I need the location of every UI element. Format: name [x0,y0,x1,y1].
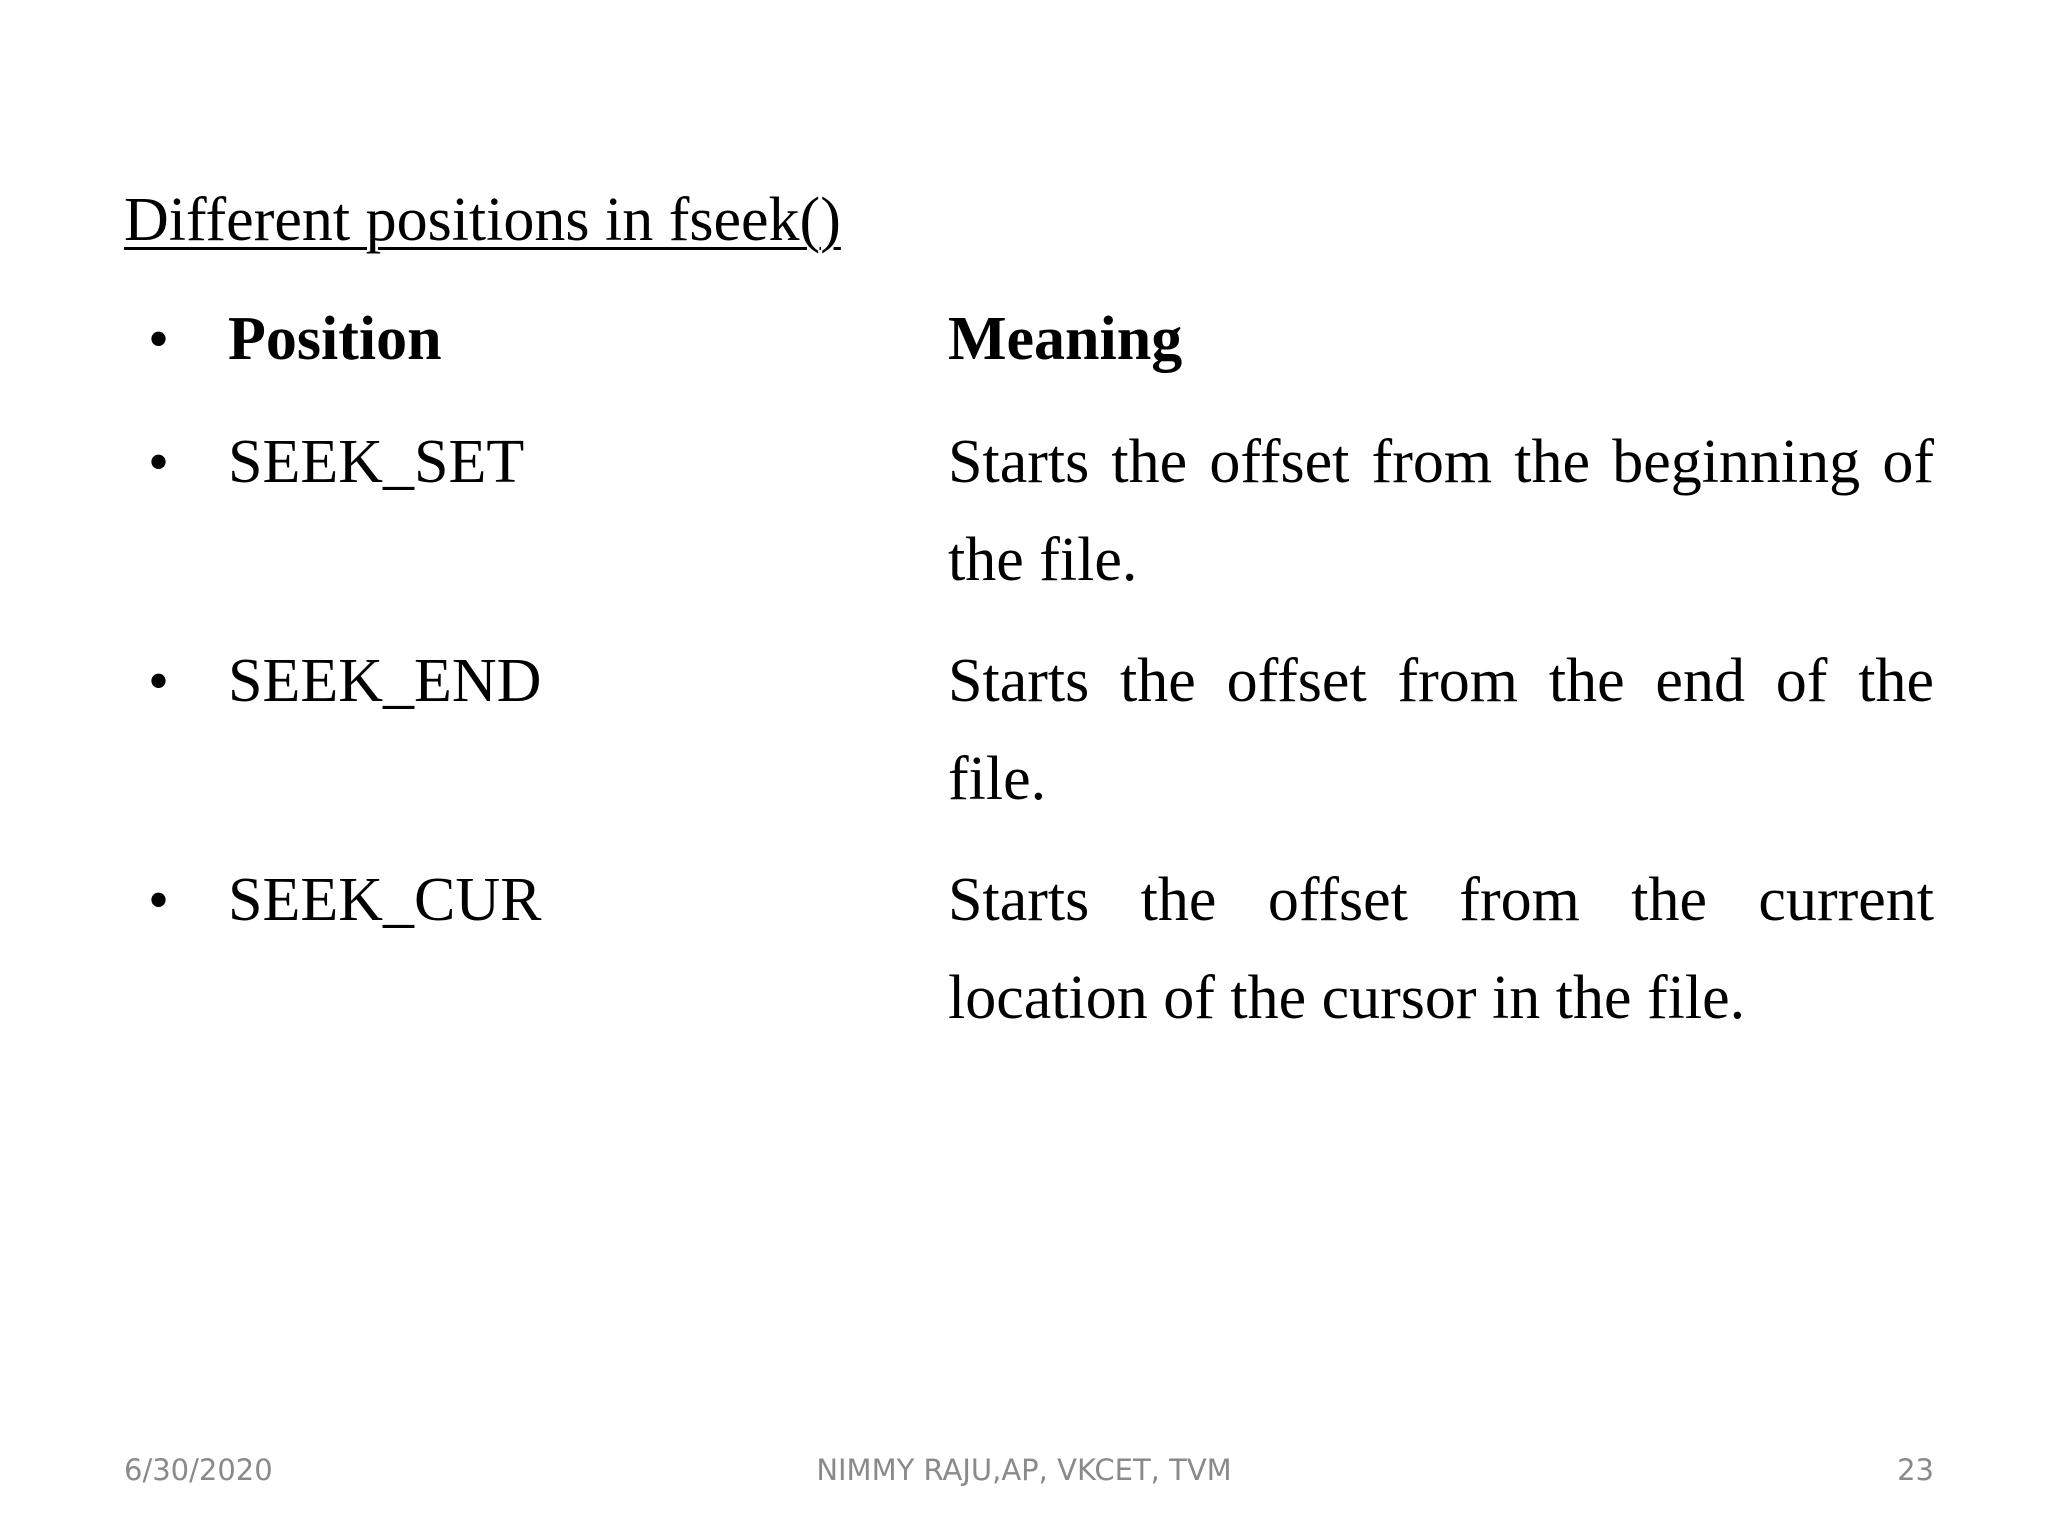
header-position: Position [228,305,442,373]
row-meaning: Starts the offset from the current location of the cursor in the file. [948,866,1934,1032]
footer-date: 6/30/2020 [124,1453,273,1487]
bullet-icon: • [148,867,170,933]
row-position: SEEK_END [228,647,542,715]
row-meaning: Starts the offset from the beginning of the file. [948,428,1934,594]
row-position: SEEK_CUR [228,866,542,934]
bullet-icon: • [148,306,170,372]
bullet-icon: • [148,648,170,714]
bullet-icon: • [148,429,170,495]
footer-author: NIMMY RAJU,AP, VKCET, TVM [816,1453,1232,1487]
row-meaning: Starts the offset from the end of the file. [948,647,1934,813]
slide-title: Different positions in fseek() [124,186,841,254]
page-number: 23 [1897,1453,1934,1487]
header-meaning: Meaning [948,305,1183,373]
row-position: SEEK_SET [228,428,525,496]
